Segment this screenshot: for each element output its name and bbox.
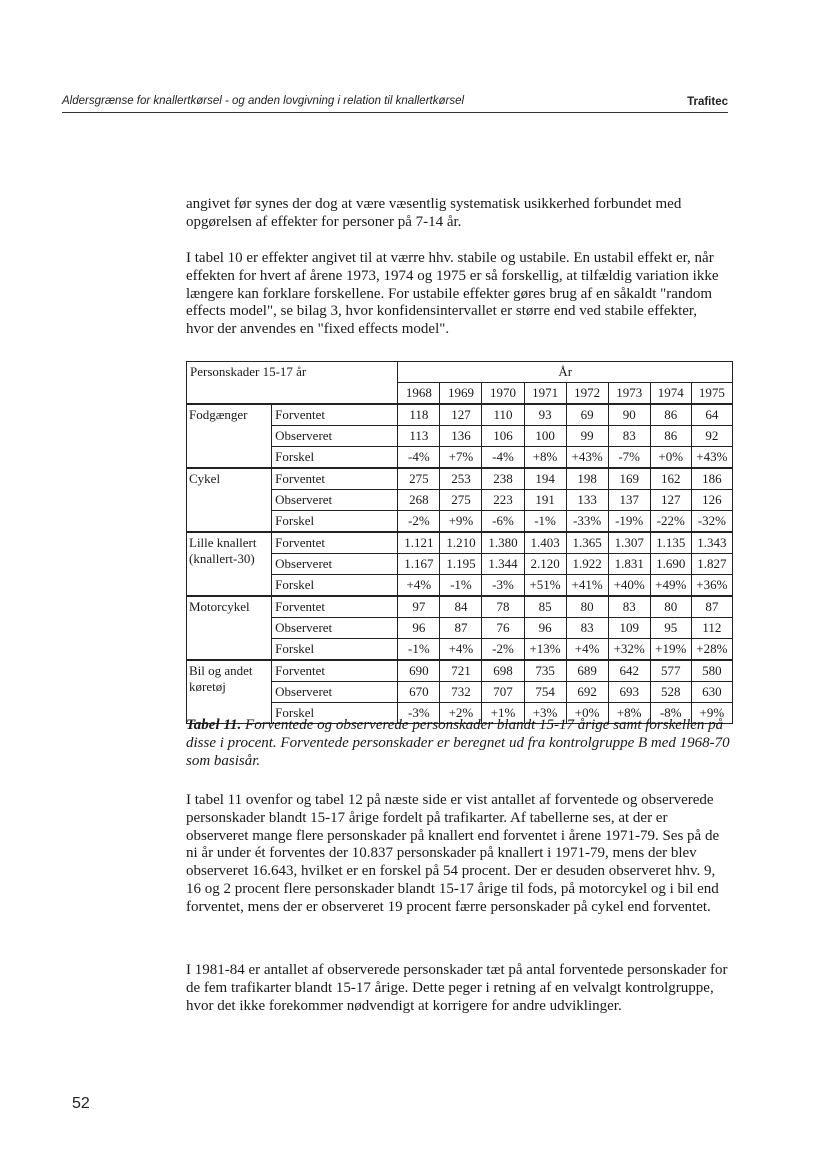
- value-cell: 83: [608, 426, 650, 447]
- table-row: [187, 660, 733, 682]
- paragraph-conclusion: I 1981-84 er antallet af observerede personskader tæt på antal forventede personskader for de fem trafikarter blandt 15-17 årige. Dette peger i retning af en velvalgt kontrolgruppe, hvor det ikke forekommer nødvendigt at korrigere for andre udviklinger.: [186, 962, 728, 1014]
- row-label: Forskel: [272, 639, 398, 661]
- value-cell: +13%: [524, 639, 566, 661]
- value-cell: 2.120: [524, 554, 566, 575]
- group-label: Fodgænger: [187, 404, 272, 468]
- table-row: [187, 404, 733, 426]
- value-cell: 86: [650, 404, 691, 426]
- value-cell: 78: [482, 596, 524, 618]
- value-cell: 112: [691, 618, 732, 639]
- row-label: Forventet: [272, 404, 398, 426]
- value-cell: +9%: [440, 511, 482, 533]
- value-cell: +19%: [650, 639, 691, 661]
- value-cell: 577: [650, 660, 691, 682]
- value-cell: 275: [398, 468, 440, 490]
- row-label: Observeret: [272, 490, 398, 511]
- group-label: Lille knallert (knallert-30): [187, 532, 272, 596]
- value-cell: 100: [524, 426, 566, 447]
- value-cell: 1.380: [482, 532, 524, 554]
- value-cell: 64: [691, 404, 732, 426]
- caption-label: Tabel 11.: [186, 717, 242, 733]
- header-title: Aldersgrænse for knallertkørsel - og anden lovgivning i relation til knallertkørsel: [62, 95, 465, 107]
- paragraph-intro: angivet før synes der dog at være væsentlig systematisk usikkerhed forbundet med opgørelsen af effekter for personer på 7-14 år.: [186, 196, 682, 230]
- value-cell: +4%: [566, 639, 608, 661]
- row-label: Forventet: [272, 468, 398, 490]
- value-cell: -32%: [691, 511, 732, 533]
- value-cell: 93: [524, 404, 566, 426]
- value-cell: 1.195: [440, 554, 482, 575]
- value-cell: -2%: [398, 511, 440, 533]
- injury-table: [186, 361, 733, 724]
- value-cell: 99: [566, 426, 608, 447]
- value-cell: 69: [566, 404, 608, 426]
- value-cell: 754: [524, 682, 566, 703]
- value-cell: 642: [608, 660, 650, 682]
- value-cell: 693: [608, 682, 650, 703]
- value-cell: 133: [566, 490, 608, 511]
- table-row: [187, 596, 733, 618]
- value-cell: 83: [608, 596, 650, 618]
- row-label: Forventet: [272, 532, 398, 554]
- value-cell: +28%: [691, 639, 732, 661]
- value-cell: 1.831: [608, 554, 650, 575]
- row-label: Forskel: [272, 703, 398, 724]
- value-cell: 735: [524, 660, 566, 682]
- value-cell: +8%: [524, 447, 566, 469]
- value-cell: 169: [608, 468, 650, 490]
- value-cell: 113: [398, 426, 440, 447]
- value-cell: 96: [524, 618, 566, 639]
- value-cell: 689: [566, 660, 608, 682]
- value-cell: 732: [440, 682, 482, 703]
- value-cell: +43%: [566, 447, 608, 469]
- table-row: [187, 532, 733, 554]
- value-cell: 110: [482, 404, 524, 426]
- value-cell: 136: [440, 426, 482, 447]
- row-label: Forventet: [272, 660, 398, 682]
- value-cell: 186: [691, 468, 732, 490]
- paragraph-effects: I tabel 10 er effekter angivet til at værre hhv. stabile og ustabile. En ustabil effekt er, når effekten for hvert af årene 1973, 1974 og 1975 er så forskellig, at tilfældig variation ikke længere kan forklare forskellene. For ustabile effekter gøres brug af en såkaldt "random effects model", se bilag 3, hvor konfidensintervallet er større end ved stabile effekter, hvor der anvendes en "fixed effects model".: [186, 250, 719, 338]
- value-cell: +4%: [440, 639, 482, 661]
- header-brand: Trafitec: [687, 96, 728, 108]
- value-cell: 528: [650, 682, 691, 703]
- value-cell: -1%: [398, 639, 440, 661]
- year-cell: 1975: [691, 383, 732, 405]
- value-cell: -8%: [650, 703, 691, 724]
- value-cell: 86: [650, 426, 691, 447]
- value-cell: 1.827: [691, 554, 732, 575]
- value-cell: +2%: [440, 703, 482, 724]
- caption-text: Forventede og observerede personskader blandt 15-17 årige samt forskellen på disse i procent. Forventede personskader er beregnet ud fra kontrolgruppe B med 1968-70 som basisår.: [186, 717, 730, 769]
- value-cell: 191: [524, 490, 566, 511]
- value-cell: 1.167: [398, 554, 440, 575]
- value-cell: 87: [691, 596, 732, 618]
- value-cell: 1.403: [524, 532, 566, 554]
- value-cell: 126: [691, 490, 732, 511]
- value-cell: 76: [482, 618, 524, 639]
- value-cell: 92: [691, 426, 732, 447]
- value-cell: 198: [566, 468, 608, 490]
- value-cell: -3%: [482, 575, 524, 597]
- row-label: Forventet: [272, 596, 398, 618]
- value-cell: +0%: [566, 703, 608, 724]
- value-cell: -19%: [608, 511, 650, 533]
- value-cell: -4%: [482, 447, 524, 469]
- value-cell: 223: [482, 490, 524, 511]
- value-cell: +1%: [482, 703, 524, 724]
- value-cell: +3%: [524, 703, 566, 724]
- year-cell: 1971: [524, 383, 566, 405]
- value-cell: 707: [482, 682, 524, 703]
- value-cell: -3%: [398, 703, 440, 724]
- page-number: 52: [72, 1095, 90, 1112]
- row-label: Observeret: [272, 618, 398, 639]
- table-body: [187, 362, 733, 724]
- value-cell: +51%: [524, 575, 566, 597]
- value-cell: 630: [691, 682, 732, 703]
- value-cell: +43%: [691, 447, 732, 469]
- value-cell: 1.922: [566, 554, 608, 575]
- value-cell: 118: [398, 404, 440, 426]
- table-row: [187, 468, 733, 490]
- year-cell: 1968: [398, 383, 440, 405]
- value-cell: +40%: [608, 575, 650, 597]
- value-cell: 238: [482, 468, 524, 490]
- value-cell: 106: [482, 426, 524, 447]
- value-cell: 137: [608, 490, 650, 511]
- year-cell: 1970: [482, 383, 524, 405]
- table-caption: [186, 716, 731, 770]
- value-cell: -22%: [650, 511, 691, 533]
- value-cell: 275: [440, 490, 482, 511]
- value-cell: -7%: [608, 447, 650, 469]
- group-label: Cykel: [187, 468, 272, 532]
- value-cell: 1.121: [398, 532, 440, 554]
- value-cell: +9%: [691, 703, 732, 724]
- value-cell: 90: [608, 404, 650, 426]
- value-cell: -33%: [566, 511, 608, 533]
- value-cell: 84: [440, 596, 482, 618]
- value-cell: 692: [566, 682, 608, 703]
- value-cell: 580: [691, 660, 732, 682]
- group-label: Motorcykel: [187, 596, 272, 660]
- value-cell: 1.690: [650, 554, 691, 575]
- value-cell: 1.343: [691, 532, 732, 554]
- value-cell: 96: [398, 618, 440, 639]
- value-cell: 87: [440, 618, 482, 639]
- year-cell: 1969: [440, 383, 482, 405]
- running-header: [62, 94, 728, 113]
- value-cell: -1%: [440, 575, 482, 597]
- value-cell: 83: [566, 618, 608, 639]
- value-cell: -6%: [482, 511, 524, 533]
- value-cell: 127: [440, 404, 482, 426]
- value-cell: 95: [650, 618, 691, 639]
- value-cell: 1.365: [566, 532, 608, 554]
- value-cell: 721: [440, 660, 482, 682]
- value-cell: 80: [566, 596, 608, 618]
- row-label: Observeret: [272, 682, 398, 703]
- value-cell: +49%: [650, 575, 691, 597]
- paragraph-discussion: I tabel 11 ovenfor og tabel 12 på næste side er vist antallet af forventede og observerede personskader blandt 15-17 årige fordelt på trafikarter. Af tabellerne ses, at der er observeret mange flere personskader på knallert end forventet i årene 1971-79. Ses på de ni år under ét forventes der 10.837 personskader på knallert i 1971-79, mens der blev observeret 16.643, hvilket er en forskel på 54 procent. Der er desuden observeret hhv. 9, 16 og 2 procent flere personskader blandt 15-17 årige til fods, på motorcykel og i bil end forventet, mens der er observeret 19 procent færre personskader på cykel end forventet.: [186, 792, 720, 915]
- value-cell: +0%: [650, 447, 691, 469]
- value-cell: 85: [524, 596, 566, 618]
- row-label: Forskel: [272, 575, 398, 597]
- row-label: Forskel: [272, 447, 398, 469]
- table-header-row: [187, 362, 733, 383]
- value-cell: +8%: [608, 703, 650, 724]
- year-cell: 1973: [608, 383, 650, 405]
- value-cell: 253: [440, 468, 482, 490]
- year-header: År: [398, 362, 733, 383]
- value-cell: 1.210: [440, 532, 482, 554]
- year-cell: 1974: [650, 383, 691, 405]
- row-label: Forskel: [272, 511, 398, 533]
- value-cell: 162: [650, 468, 691, 490]
- value-cell: +7%: [440, 447, 482, 469]
- value-cell: 1.135: [650, 532, 691, 554]
- value-cell: 698: [482, 660, 524, 682]
- value-cell: 127: [650, 490, 691, 511]
- value-cell: 80: [650, 596, 691, 618]
- value-cell: -4%: [398, 447, 440, 469]
- value-cell: +4%: [398, 575, 440, 597]
- value-cell: +36%: [691, 575, 732, 597]
- value-cell: 109: [608, 618, 650, 639]
- value-cell: +41%: [566, 575, 608, 597]
- value-cell: 268: [398, 490, 440, 511]
- row-label: Observeret: [272, 426, 398, 447]
- value-cell: 97: [398, 596, 440, 618]
- value-cell: -1%: [524, 511, 566, 533]
- row-label: Observeret: [272, 554, 398, 575]
- value-cell: 1.307: [608, 532, 650, 554]
- value-cell: 690: [398, 660, 440, 682]
- year-cell: 1972: [566, 383, 608, 405]
- value-cell: +32%: [608, 639, 650, 661]
- value-cell: 670: [398, 682, 440, 703]
- value-cell: 194: [524, 468, 566, 490]
- value-cell: -2%: [482, 639, 524, 661]
- value-cell: 1.344: [482, 554, 524, 575]
- group-label: Bil og andet køretøj: [187, 660, 272, 724]
- table-title: Personskader 15-17 år: [187, 362, 398, 405]
